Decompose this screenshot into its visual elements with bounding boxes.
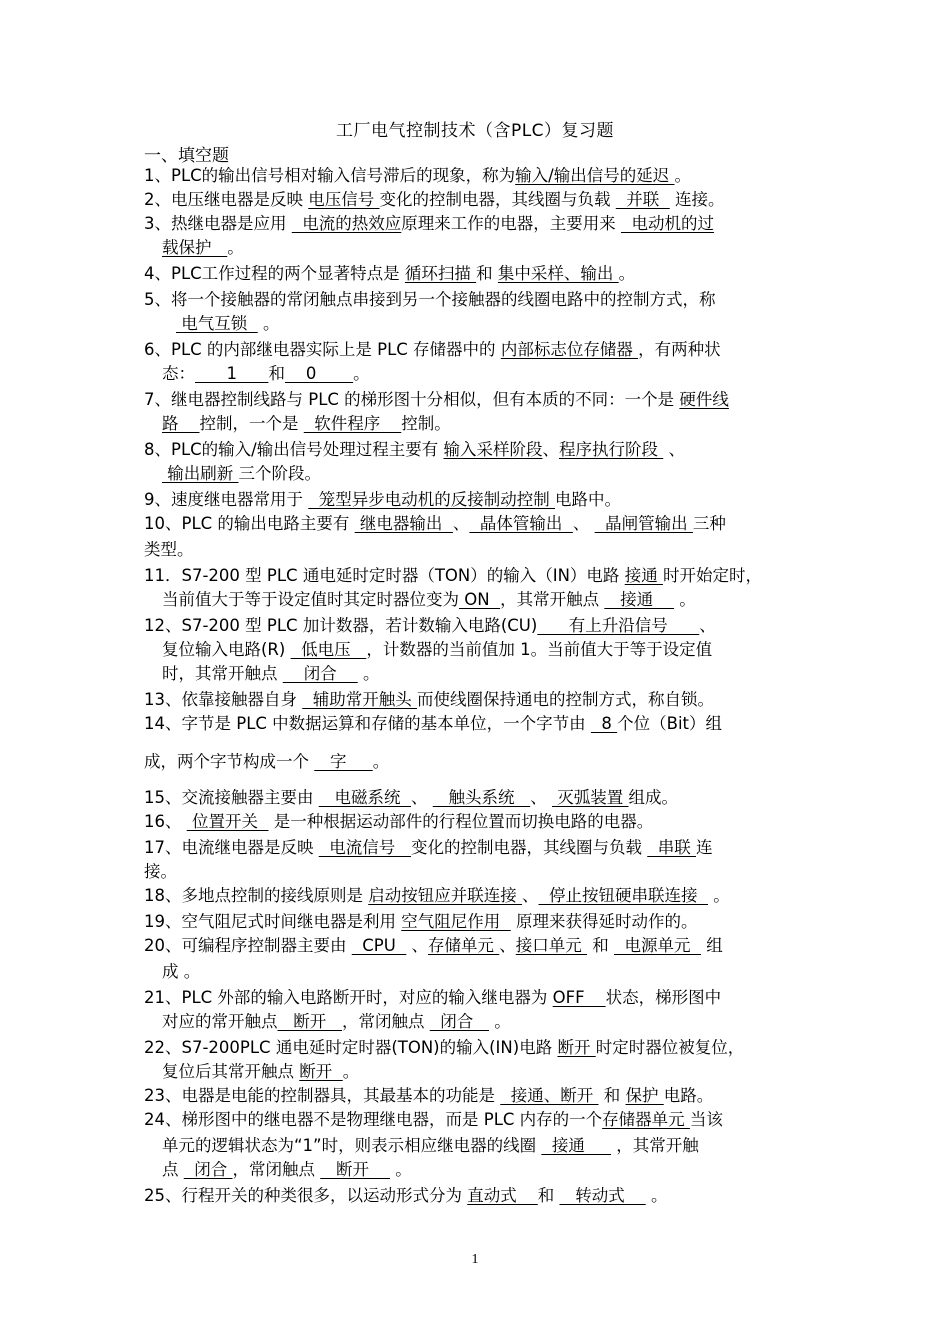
question-text: 3、热继电器是应用 xyxy=(144,214,292,233)
answer-blank: 1 xyxy=(195,364,269,383)
question-line xyxy=(162,412,826,436)
answer-blank: 有上升沿信号 xyxy=(537,616,700,635)
answer-blank: 灭弧装置 xyxy=(551,788,629,807)
answer-blank: 断开 xyxy=(320,1160,390,1179)
answer-blank: 接通 xyxy=(604,590,675,609)
answer-blank: 触头系统 xyxy=(432,788,531,807)
question-text: 。 xyxy=(389,1160,412,1179)
answer-blank: 电源单元 xyxy=(614,936,702,955)
answer-blank: 存储单元 xyxy=(428,936,500,955)
answer-blank: 接通 xyxy=(541,1136,612,1155)
question-line xyxy=(144,712,808,736)
question-line xyxy=(162,960,826,984)
answer-blank: CPU xyxy=(351,936,407,955)
question-text: 电路。 xyxy=(663,1086,714,1105)
question-text: 。 xyxy=(342,1062,360,1081)
question-line xyxy=(162,1158,826,1182)
question-text: 电路中。 xyxy=(555,490,621,509)
question-text: 和 xyxy=(587,936,615,955)
answer-blank: 接口单元 xyxy=(515,936,588,955)
answer-blank: 电流的热效应 xyxy=(291,214,402,233)
question-line xyxy=(144,884,808,908)
question-line xyxy=(162,1010,826,1034)
question-text: 状态，梯形图中 xyxy=(605,988,722,1007)
question-line xyxy=(176,312,840,336)
question-line xyxy=(144,1184,808,1208)
answer-blank: 0 xyxy=(284,364,354,383)
question-text: ，有两种状 xyxy=(638,340,721,359)
question-text: ，其常开触 xyxy=(611,1136,699,1155)
question-text: 4、PLC工作过程的两个显著特点是 xyxy=(144,264,405,283)
answer-blank: 载保护 xyxy=(162,238,228,257)
question-text: 、 xyxy=(542,440,559,459)
answer-blank: 输入采样阶段 xyxy=(443,440,543,459)
question-text: 成，两个字节构成一个 xyxy=(144,752,315,771)
question-line xyxy=(144,488,808,512)
question-text: 、 xyxy=(663,440,685,459)
question-text: 。 xyxy=(357,664,380,683)
question-text: 18、多地点控制的接线原则是 xyxy=(144,886,369,905)
answer-blank: 电动机的过 xyxy=(621,214,714,233)
question-text: 。 xyxy=(707,886,730,905)
page-title: 工厂电气控制技术（含PLC）复习题 xyxy=(335,121,615,141)
question-line xyxy=(144,164,808,188)
question-text: 原理来获得延时动作的。 xyxy=(510,912,698,931)
answer-blank: 晶闸管输出 xyxy=(594,514,693,533)
question-line xyxy=(144,836,808,860)
answer-blank: 闭合 xyxy=(282,664,358,683)
question-text: 原理来工作的电器，主要用来 xyxy=(401,214,621,233)
answer-blank: 保护 xyxy=(625,1086,664,1105)
question-text: 21、PLC 外部的输入电路断开时，对应的输入继电器为 xyxy=(144,988,553,1007)
question-text: 、 xyxy=(499,936,516,955)
answer-blank: 闭合 xyxy=(183,1160,233,1179)
question-text: 三种 xyxy=(692,514,726,533)
question-line xyxy=(144,750,808,774)
question-line xyxy=(144,262,808,286)
question-text: 。 xyxy=(645,1186,668,1205)
question-line xyxy=(162,462,826,486)
question-line xyxy=(144,1036,808,1060)
question-text: ，计数器的当前值加 1。当前值大于等于设定值 xyxy=(366,640,713,659)
question-text: 15、交流接触器主要由 xyxy=(144,788,319,807)
answer-blank: 空气阻尼作用 xyxy=(401,912,511,931)
question-text: 。 xyxy=(227,238,244,257)
question-text: 11．S7-200 型 PLC 通电延时定时器（TON）的输入（IN）电路 xyxy=(144,566,625,585)
question-text: 、 xyxy=(522,886,539,905)
answer-blank: 继电器输出 xyxy=(354,514,453,533)
answer-blank: 软件程序 xyxy=(303,414,402,433)
question-line xyxy=(144,288,808,312)
question-text: 9、速度继电器常用于 xyxy=(144,490,309,509)
question-text: 而使线圈保持通电的控制方式，称自锁。 xyxy=(417,690,714,709)
question-text: 变化的控制电器，其线圈与负载 xyxy=(410,838,648,857)
question-text: 2、电压继电器是反映 xyxy=(144,190,309,209)
answer-blank: 位置开关 xyxy=(186,812,269,831)
question-text: 17、电流继电器是反映 xyxy=(144,838,319,857)
answer-blank: 停止按钮硬串联连接 xyxy=(538,886,708,905)
question-line xyxy=(162,1060,826,1084)
question-text: 24、梯形图中的继电器不是物理继电器，而是 PLC 内存的一个 xyxy=(144,1110,603,1129)
answer-blank: 接通、断开 xyxy=(500,1086,599,1105)
section-heading: 一、填空题 xyxy=(144,146,229,166)
question-text: 10、PLC 的输出电路主要有 xyxy=(144,514,355,533)
question-text: 20、可编程序控制器主要由 xyxy=(144,936,352,955)
question-text: 13、依靠接触器自身 xyxy=(144,690,303,709)
answer-blank: OFF xyxy=(552,988,606,1007)
question-text: 。 xyxy=(674,166,691,185)
question-text: 22、S7-200PLC 通电延时定时器(TON)的输入(IN)电路 xyxy=(144,1038,558,1057)
question-text: 是一种根据运动部件的行程位置而切换电路的电器。 xyxy=(268,812,654,831)
question-text: 接。 xyxy=(144,862,177,881)
answer-blank: 断开 xyxy=(277,1012,342,1031)
question-text: 态： xyxy=(162,364,195,383)
question-line xyxy=(144,338,808,362)
question-line xyxy=(144,934,808,958)
question-line xyxy=(162,638,826,662)
answer-blank: 闭合 xyxy=(429,1012,489,1031)
question-text: 、 xyxy=(530,788,552,807)
question-text: 19、空气阻尼式时间继电器是利用 xyxy=(144,912,402,931)
question-text: 时定时器位被复位， xyxy=(595,1038,745,1057)
answer-blank: 电流信号 xyxy=(318,838,411,857)
question-text: 7、继电器控制线路与 PLC 的梯形图十分相似，但有本质的不同：一个是 xyxy=(144,390,680,409)
question-line xyxy=(144,512,808,536)
question-text: 23、电器是电能的控制器具，其最基本的功能是 xyxy=(144,1086,501,1105)
question-line xyxy=(162,1134,826,1158)
answer-blank: 接通 xyxy=(624,566,663,585)
question-text: 连接。 xyxy=(669,190,725,209)
question-text: 三个阶段。 xyxy=(238,464,321,483)
question-text: 类型。 xyxy=(144,540,194,559)
question-text: 当该 xyxy=(689,1110,723,1129)
answer-blank: 直动式 xyxy=(467,1186,538,1205)
question-text: 8、PLC的输入/输出信号处理过程主要有 xyxy=(144,440,444,459)
question-text: 14、字节是 PLC 中数据运算和存储的基本单位，一个字节由 xyxy=(144,714,591,733)
question-text: 、 xyxy=(452,514,470,533)
question-line xyxy=(144,860,808,884)
question-line xyxy=(144,614,808,638)
answer-blank: 存储器单元 xyxy=(602,1110,690,1129)
answer-blank: 循环扫描 xyxy=(404,264,477,283)
question-line xyxy=(162,588,826,612)
question-text: 16、 xyxy=(144,812,187,831)
answer-blank: 8 xyxy=(590,714,618,733)
answer-blank: 晶体管输出 xyxy=(469,514,573,533)
question-line xyxy=(144,538,808,562)
question-text: 1、PLC的输出信号相对输入信号滞后的现象，称为 xyxy=(144,166,516,185)
question-text: 个位（Bit）组 xyxy=(617,714,723,733)
answer-blank: 转动式 xyxy=(559,1186,646,1205)
question-text: 。 xyxy=(257,314,280,333)
question-text: 、 xyxy=(406,936,429,955)
answer-blank: 低电压 xyxy=(290,640,367,659)
question-text: ，常闭触点 xyxy=(341,1012,430,1031)
question-text: 对应的常开触点 xyxy=(162,1012,278,1031)
question-text: 。 xyxy=(353,364,370,383)
question-text: 。 xyxy=(618,264,636,283)
question-line xyxy=(144,986,808,1010)
question-text: 点 xyxy=(162,1160,184,1179)
answer-blank: 硬件线 xyxy=(679,390,729,409)
question-text: 组成。 xyxy=(628,788,678,807)
answer-blank: 断开 xyxy=(299,1062,343,1081)
question-line xyxy=(162,236,826,260)
question-text: 25、行程开关的种类很多，以运动形式分为 xyxy=(144,1186,468,1205)
answer-blank: 辅助常开触头 xyxy=(302,690,417,709)
question-text: ，常闭触点 xyxy=(232,1160,321,1179)
page-number: 1 xyxy=(471,1252,479,1267)
question-text: 、 xyxy=(572,514,595,533)
question-line xyxy=(144,564,808,588)
answer-blank: 输出刷新 xyxy=(162,464,239,483)
answer-blank: 字 xyxy=(314,752,373,771)
question-text: 时，其常开触点 xyxy=(162,664,283,683)
question-text: 和 xyxy=(476,264,498,283)
answer-blank: 路 xyxy=(162,414,200,433)
question-text: 、 xyxy=(410,788,433,807)
question-line xyxy=(144,688,808,712)
question-text: 控制，一个是 xyxy=(199,414,304,433)
answer-blank: 断开 xyxy=(557,1038,596,1057)
answer-blank: 启动按钮应并联连接 xyxy=(368,886,522,905)
question-text: ，其常开触点 xyxy=(500,590,605,609)
question-text: 成 。 xyxy=(162,962,201,981)
question-line xyxy=(144,388,808,412)
question-line xyxy=(144,212,808,236)
question-line xyxy=(162,362,826,386)
question-text: 连 xyxy=(695,838,713,857)
answer-blank: ON xyxy=(459,590,501,609)
answer-blank: 并联 xyxy=(615,190,670,209)
answer-blank: 串联 xyxy=(647,838,696,857)
question-text: 、 xyxy=(699,616,716,635)
question-text: 和 xyxy=(537,1186,560,1205)
answer-blank: 电磁系统 xyxy=(318,788,411,807)
question-text: 6、PLC 的内部继电器实际上是 PLC 存储器中的 xyxy=(144,340,501,359)
question-line xyxy=(144,810,808,834)
question-line xyxy=(144,1084,808,1108)
question-text: 时开始定时， xyxy=(662,566,762,585)
question-text: 12、S7-200 型 PLC 加计数器，若计数输入电路(CU) xyxy=(144,616,538,635)
question-line xyxy=(144,438,808,462)
question-text: 控制。 xyxy=(401,414,451,433)
question-line xyxy=(144,786,808,810)
answer-blank: 电压信号 xyxy=(308,190,380,209)
question-text: 。 xyxy=(488,1012,511,1031)
question-text: 组 xyxy=(701,936,723,955)
answer-blank: 电气互锁 xyxy=(176,314,258,333)
answer-blank: 输入/输出信号的延迟 xyxy=(515,166,675,185)
question-text: 和 xyxy=(598,1086,626,1105)
question-text: 和 xyxy=(268,364,285,383)
question-line xyxy=(144,188,808,212)
question-line xyxy=(144,1108,808,1132)
question-text: 复位输入电路(R) xyxy=(162,640,291,659)
question-line xyxy=(162,662,826,686)
question-text: 当前值大于等于设定值时其定时器位变为 xyxy=(162,590,459,609)
question-text: 。 xyxy=(674,590,696,609)
answer-blank: 集中采样、输出 xyxy=(497,264,619,283)
answer-blank: 笼型异步电动机的反接制动控制 xyxy=(308,490,555,509)
question-text: 变化的控制电器，其线圈与负载 xyxy=(379,190,616,209)
answer-blank: 程序执行阶段 xyxy=(558,440,664,459)
answer-blank: 内部标志位存储器 xyxy=(500,340,639,359)
question-text: 复位后其常开触点 xyxy=(162,1062,300,1081)
question-text: 。 xyxy=(372,752,390,771)
question-text: 单元的逻辑状态为“1”时，则表示相应继电器的线圈 xyxy=(162,1136,542,1155)
question-line xyxy=(144,910,808,934)
question-text: 5、将一个接触器的常闭触点串接到另一个接触器的线圈电路中的控制方式，称 xyxy=(144,290,716,309)
